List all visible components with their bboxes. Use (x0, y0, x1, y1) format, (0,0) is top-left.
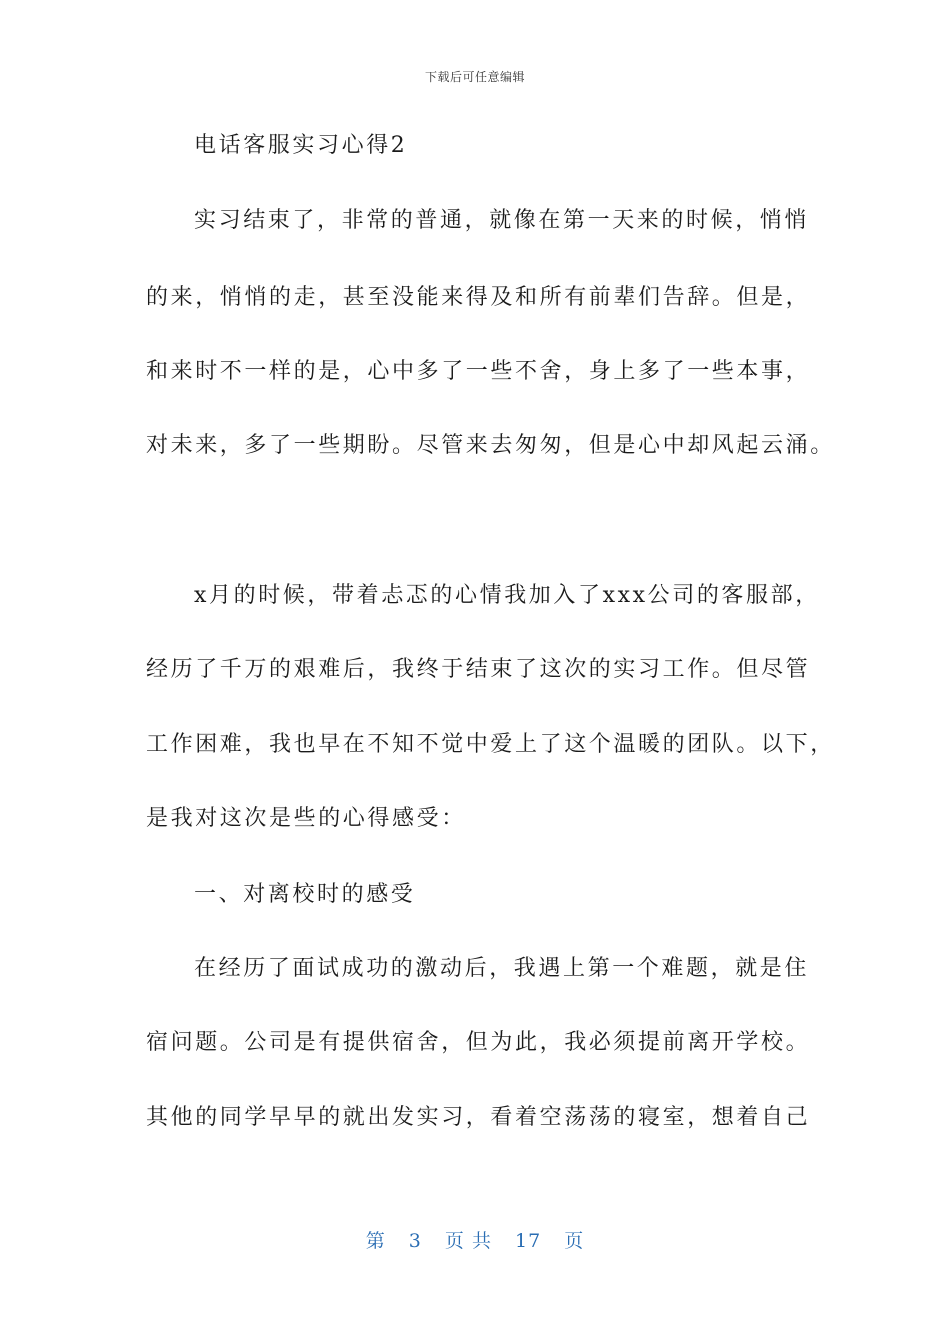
paragraph-line: 经历了千万的艰难后，我终于结束了这次的实习工作。但尽管 (146, 657, 811, 682)
paragraph-line: 工作困难，我也早在不知不觉中爱上了这个温暖的团队。以下， (146, 732, 835, 757)
footer-middle: 页 共 (444, 1230, 492, 1252)
current-page-number: 3 (408, 1230, 422, 1252)
footer-prefix: 第 (365, 1230, 386, 1252)
paragraph-line: 在经历了面试成功的激动后，我遇上第一个难题，就是住 (194, 956, 810, 981)
header-note: 下载后可任意编辑 (424, 70, 525, 84)
paragraph-line: 对未来，多了一些期盼。尽管来去匆匆，但是心中却风起云涌。 (146, 433, 835, 458)
total-page-count: 17 (515, 1230, 542, 1252)
paragraph-line: 实习结束了，非常的普通，就像在第一天来的时候，悄悄 (194, 208, 810, 233)
footer-suffix: 页 (564, 1230, 585, 1252)
document-title: 电话客服实习心得2 (194, 133, 408, 158)
paragraph-line: 和来时不一样的是，心中多了一些不舍，身上多了一些本事， (146, 359, 811, 384)
paragraph-line: 是我对这次是些的心得感受： (146, 806, 466, 831)
section-heading: 一、对离校时的感受 (194, 882, 416, 907)
paragraph-line: 宿问题。公司是有提供宿舍，但为此，我必须提前离开学校。 (146, 1030, 811, 1055)
page-number-footer (0, 1226, 950, 1253)
paragraph-line: x月的时候，带着忐忑的心情我加入了xxx公司的客服部， (194, 583, 820, 608)
paragraph-line: 的来，悄悄的走，甚至没能来得及和所有前辈们告辞。但是， (146, 285, 811, 310)
paragraph-line: 其他的同学早早的就出发实习，看着空荡荡的寝室，想着自己 (146, 1105, 811, 1130)
